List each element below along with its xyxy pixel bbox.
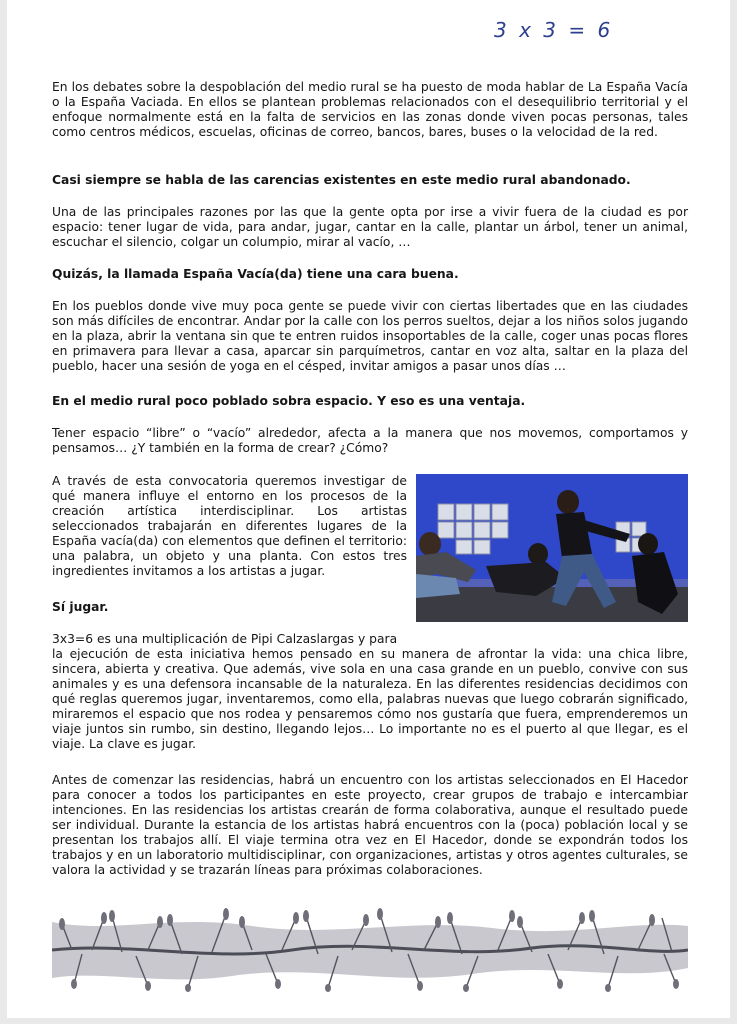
document-title: 3 x 3 = 6	[494, 18, 614, 42]
paragraph-intro: En los debates sobre la despoblación del medio rural se ha puesto de moda hablar de La España Vacía o la España Vaciada. En ellos se plantean problemas relacionados con el desequilibrio territorial y el enfoque normalmente está en la falta de servicios en las zonas donde viven pocas personas, tales como centros médicos, escuelas, oficinas de correo, bancos, bares, buses o la velocidad de la red.	[52, 80, 688, 139]
heading-cara-buena: Quizás, la llamada España Vacía(da) tiene una cara buena.	[52, 267, 459, 281]
paragraph-convocatoria: A través de esta convocatoria queremos investigar de qué manera influye el entorno en los procesos de la creación artística interdisciplinar. Los artistas seleccionados trabajarán en diferentes lugares de la España vacía(da) con elementos que definen el territorio: una palabra, un objeto y una planta. Con estos tres ingredientes invitamos a los artistas a jugar.	[52, 474, 407, 578]
dried-plants-illustration	[52, 904, 688, 992]
heading-ventaja: En el medio rural poco poblado sobra espacio. Y eso es una ventaja.	[52, 394, 526, 408]
paragraph-pipi: la ejecución de esta iniciativa hemos pensado en su manera de afrontar la vida: una chica libre, sincera, abierta y creativa. Que además, vive sola en una casa grande en un pueblo, convive con sus animales y es una defensora incansable de la naturaleza. En las diferentes residencias decidimos con qué reglas queremos jugar, inventaremos, como ella, palabras nuevas que luego cobrarán significado, miraremos el espacio que nos rodea y pensaremos cómo nos gustaría que fuera, emprenderemos un viaje juntos sin rumbo, sin destino, llegando lejos… Lo importante no es el puerto al que llegar, es el viaje. La clave es jugar.	[52, 647, 688, 751]
paragraph-residencias: Antes de comenzar las residencias, habrá un encuentro con los artistas seleccionados en El Hacedor para conocer a todos los participantes en este proyecto, crear grupos de trabajo e intercambiar intenciones. En las residencias los artistas crearán de forma colaborativa, aunque el resultado puede ser individual. Durante la estancia de los artistas habrá encuentros con la (poca) población local y se presentan los trabajos allí. El viaje termina otra vez en El Hacedor, donde se expondrán todos los trabajos y en un laboratorio multidisciplinar, con organizaciones, artistas y otros agentes culturales, se valora la actividad y se trazarán líneas para próximas colaboraciones.	[52, 773, 688, 877]
paragraph-espacio: Una de las principales razones por las que la gente opta por irse a vivir fuera de la ciudad es por espacio: tener lugar de vida, para andar, jugar, cantar en la calle, plantar un árbol, tener un animal, escuchar el silencio, colgar un columpio, mirar al vacío, …	[52, 205, 688, 249]
group-of-people-photo	[416, 474, 688, 622]
footer-illustration	[52, 904, 688, 992]
paragraph-pipi-intro: 3x3=6 es una multiplicación de Pipi Calzaslargas y para	[52, 632, 398, 646]
paragraph-libertades: En los pueblos donde vive muy poca gente se puede vivir con ciertas libertades que en las ciudades son más difíciles de encontrar. Andar por la calle con los perros sueltos, dejar a los niños solos jugando en la plaza, abrir la ventana sin que te entren ruidos insoportables de la calle, coger unas pocas flores en primavera para llevar a casa, aparcar sin parquímetros, cantar en voz alta, saltar en la plaza del pueblo, hacer una sesión de yoga en el césped, invitar amigos a pasar unos días …	[52, 299, 688, 373]
heading-si-jugar: Sí jugar.	[52, 600, 109, 614]
paragraph-espacio-libre: Tener espacio “libre” o “vacío” alrededor, afecta a la manera que nos movemos, comportamos y pensamos… ¿Y también en la forma de crear? ¿Cómo?	[52, 426, 688, 455]
heading-carencias: Casi siempre se habla de las carencias existentes en este medio rural abandonado.	[52, 173, 631, 187]
document-page	[7, 0, 730, 1018]
group-photo	[416, 474, 688, 622]
